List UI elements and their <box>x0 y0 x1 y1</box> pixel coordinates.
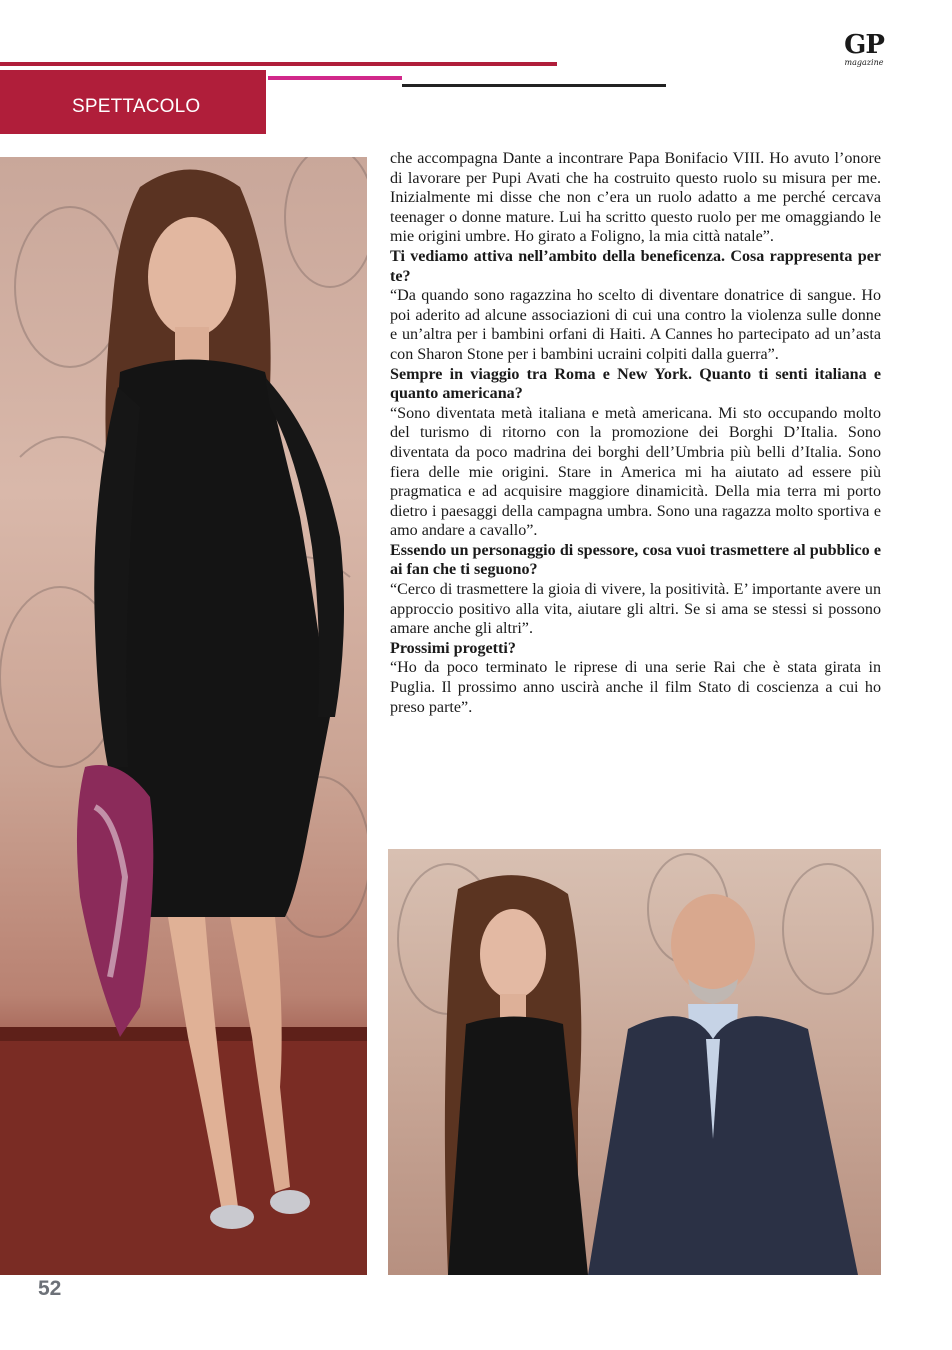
secondary-photo-illustration <box>388 849 881 1275</box>
article-answer: “Cerco di trasmettere la gioia di vivere, la positività. E’ importante avere un approccio positivo alla vita, aiutare gli altri. Se si ama se stessi si possono amare anche gli altri”. <box>390 581 881 638</box>
section-label: SPETTACOLO <box>72 96 201 117</box>
article-question: Prossimi progetti? <box>390 639 516 657</box>
header-rule-red <box>0 62 557 66</box>
article-answer: che accompagna Dante a incontrare Papa Bonifacio VIII. Ho avuto l’onore di lavorare per Pupi Avati che ha costruito questo ruolo su misura per me. Inizialmente mi disse che non c’era un ruolo adatto a me perché cercava teenager o donne mature. Lui ha scritto questo ruolo per me omaggiando le mie origini umbre. Ho girato a Foligno, la mia città natale”. <box>390 150 881 246</box>
page-number: 52 <box>38 1277 62 1300</box>
article-answer: “Sono diventata metà italiana e metà americana. Mi sto occupando molto del turismo di ritorno con la promozione dei Borghi D’Italia. Sono diventata da poco madrina dei borghi dell’Umbria più belli d’Italia. Sono fiera delle mie origini. Stare in America mi ha aiutato ad essere più pragmatica e ad acquisire maggiore dinamicità. Della mia terra mi porto dietro i paesaggi della campagna umbra. Sono una ragazza molto sportiva e amo andare a cavallo”. <box>390 404 881 540</box>
main-photo <box>0 157 367 1275</box>
section-banner <box>0 70 266 134</box>
secondary-photo <box>388 849 881 1275</box>
logo-sub: magazine <box>844 58 884 67</box>
header-rule-black <box>402 84 666 87</box>
article-answer: “Ho da poco terminato le riprese di una serie Rai che è stata girata in Puglia. Il prossimo anno uscirà anche il film Stato di coscienza a cui ho preso parte”. <box>390 659 881 716</box>
article-body <box>390 149 881 717</box>
logo-main: GP <box>844 30 884 60</box>
article-answer: “Da quando sono ragazzina ho scelto di diventare donatrice di sangue. Ho poi aderito ad alcune associazioni di cui una contro la violenza sulle donne e un’altra per i bambini orfani di Haiti. A Cannes ho partecipato ad un’asta con Sharon Stone per i bambini ucraini colpiti dalla guerra”. <box>390 287 881 363</box>
article-question: Sempre in viaggio tra Roma e New York. Quanto ti senti italiana e quanto americana? <box>390 365 881 403</box>
main-photo-illustration <box>0 157 367 1275</box>
article-question: Ti vediamo attiva nell’ambito della beneficenza. Cosa rappresenta per te? <box>390 247 881 285</box>
article-question: Essendo un personaggio di spessore, cosa vuoi trasmettere al pubblico e ai fan che ti seguono? <box>390 541 881 579</box>
magazine-logo <box>844 32 884 68</box>
header-rule-magenta <box>268 76 402 80</box>
